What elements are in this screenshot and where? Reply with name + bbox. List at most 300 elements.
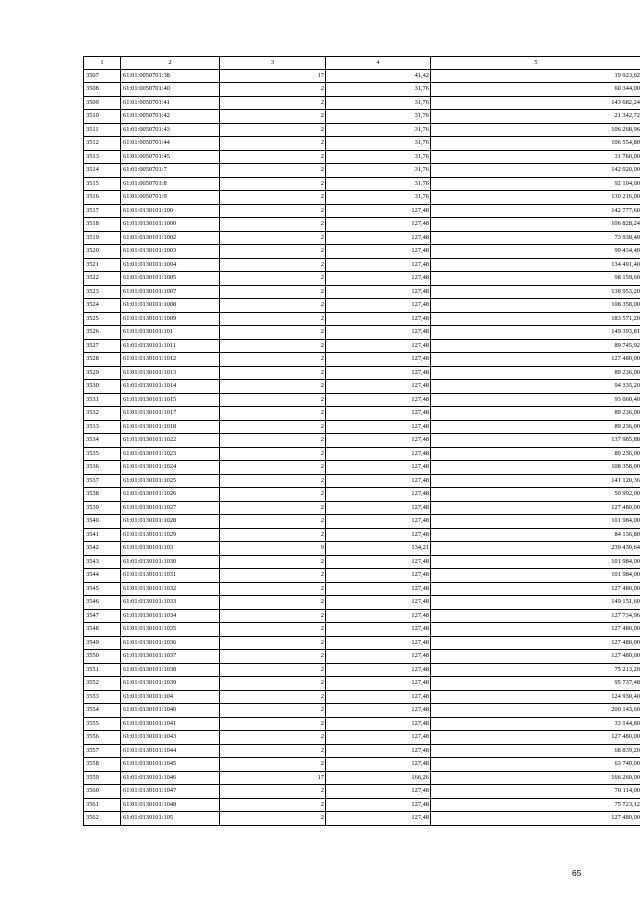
area-cell: 127,48 (326, 339, 431, 353)
row-number-cell: 3555 (84, 717, 121, 731)
row-number-cell: 3532 (84, 407, 121, 421)
cadastral-number-cell: 61:01:0130101:1029 (121, 528, 220, 542)
count-cell: 2 (220, 731, 326, 745)
cadastral-number-cell: 61:01:0130101:1039 (121, 677, 220, 691)
data-table (83, 56, 640, 826)
cadastral-number-cell: 61:01:0050701:43 (121, 123, 220, 137)
row-number-cell: 3542 (84, 542, 121, 556)
row-number-cell: 3526 (84, 326, 121, 340)
table-row (84, 123, 640, 137)
area-cell: 31,76 (326, 137, 431, 151)
value-cell: 200 143,60 (431, 704, 640, 718)
area-cell: 127,48 (326, 380, 431, 394)
cadastral-number-cell: 61:01:0050701:42 (121, 110, 220, 124)
count-cell: 2 (220, 488, 326, 502)
count-cell: 2 (220, 272, 326, 286)
area-cell: 31,76 (326, 191, 431, 205)
cadastral-number-cell: 61:01:0130101:1031 (121, 569, 220, 583)
count-cell: 2 (220, 596, 326, 610)
row-number-cell: 3523 (84, 285, 121, 299)
row-number-cell: 3512 (84, 137, 121, 151)
area-cell: 127,48 (326, 488, 431, 502)
table-row (84, 258, 640, 272)
value-cell: 63 740,00 (431, 758, 640, 772)
value-cell: 127 480,00 (431, 582, 640, 596)
count-cell: 2 (220, 515, 326, 529)
area-cell: 127,48 (326, 204, 431, 218)
value-cell: 127 480,00 (431, 812, 640, 826)
cadastral-number-cell: 61:01:0130101:1015 (121, 393, 220, 407)
row-number-cell: 3518 (84, 218, 121, 232)
area-cell: 127,48 (326, 528, 431, 542)
value-cell: 92 104,00 (431, 177, 640, 191)
cadastral-number-cell: 61:01:0130101:103 (121, 542, 220, 556)
count-cell: 2 (220, 245, 326, 259)
row-number-cell: 3559 (84, 771, 121, 785)
value-cell: 68 839,20 (431, 744, 640, 758)
table-body (84, 69, 640, 825)
cadastral-number-cell: 61:01:0130101:1004 (121, 258, 220, 272)
cadastral-number-cell: 61:01:0130101:1014 (121, 380, 220, 394)
row-number-cell: 3546 (84, 596, 121, 610)
value-cell: 75 723,12 (431, 798, 640, 812)
count-cell: 2 (220, 798, 326, 812)
count-cell: 2 (220, 677, 326, 691)
cadastral-number-cell: 61:01:0130101:1005 (121, 272, 220, 286)
cadastral-number-cell: 61:01:0130101:1022 (121, 434, 220, 448)
value-cell: 89 236,00 (431, 420, 640, 434)
cadastral-number-cell: 61:01:0130101:1045 (121, 758, 220, 772)
table-row (84, 609, 640, 623)
row-number-cell: 3535 (84, 447, 121, 461)
table-row (84, 96, 640, 110)
area-cell: 31,76 (326, 150, 431, 164)
table-row (84, 83, 640, 97)
value-cell: 149 151,60 (431, 596, 640, 610)
area-cell: 127,48 (326, 312, 431, 326)
count-cell: 2 (220, 609, 326, 623)
area-cell: 127,48 (326, 434, 431, 448)
row-number-cell: 3515 (84, 177, 121, 191)
count-cell: 2 (220, 623, 326, 637)
count-cell: 2 (220, 663, 326, 677)
count-cell: 2 (220, 110, 326, 124)
table-row (84, 677, 640, 691)
row-number-cell: 3553 (84, 690, 121, 704)
value-cell: 31 760,00 (431, 150, 640, 164)
row-number-cell: 3509 (84, 96, 121, 110)
cadastral-number-cell: 61:01:0050701:44 (121, 137, 220, 151)
count-cell: 2 (220, 636, 326, 650)
row-number-cell: 3536 (84, 461, 121, 475)
area-cell: 127,48 (326, 650, 431, 664)
area-cell: 31,76 (326, 164, 431, 178)
area-cell: 127,48 (326, 353, 431, 367)
cadastral-number-cell: 61:01:0130101:1024 (121, 461, 220, 475)
cadastral-number-cell: 61:01:0130101:1032 (121, 582, 220, 596)
count-cell: 2 (220, 137, 326, 151)
value-cell: 73 938,40 (431, 231, 640, 245)
row-number-cell: 3550 (84, 650, 121, 664)
table-row (84, 272, 640, 286)
cadastral-number-cell: 61:01:0130101:1043 (121, 731, 220, 745)
count-cell: 2 (220, 83, 326, 97)
value-cell: 143 682,24 (431, 96, 640, 110)
row-number-cell: 3556 (84, 731, 121, 745)
cadastral-number-cell: 61:01:0130101:1037 (121, 650, 220, 664)
row-number-cell: 3548 (84, 623, 121, 637)
area-cell: 127,48 (326, 623, 431, 637)
count-cell: 2 (220, 758, 326, 772)
table-row (84, 366, 640, 380)
cadastral-number-cell: 61:01:0130101:1013 (121, 366, 220, 380)
count-cell: 2 (220, 339, 326, 353)
area-cell: 127,48 (326, 798, 431, 812)
cadastral-number-cell: 61:01:0130101:1003 (121, 245, 220, 259)
row-number-cell: 3562 (84, 812, 121, 826)
area-cell: 127,48 (326, 677, 431, 691)
row-number-cell: 3527 (84, 339, 121, 353)
row-number-cell: 3547 (84, 609, 121, 623)
row-number-cell: 3514 (84, 164, 121, 178)
area-cell: 127,48 (326, 744, 431, 758)
area-cell: 127,48 (326, 420, 431, 434)
area-cell: 127,48 (326, 299, 431, 313)
value-cell: 70 114,00 (431, 785, 640, 799)
count-cell: 2 (220, 407, 326, 421)
count-cell: 9 (220, 542, 326, 556)
cadastral-number-cell: 61:01:0050701:40 (121, 83, 220, 97)
table-row (84, 245, 640, 259)
value-cell: 101 984,00 (431, 555, 640, 569)
value-cell: 60 344,00 (431, 83, 640, 97)
value-cell: 134 491,40 (431, 258, 640, 272)
area-cell: 127,48 (326, 218, 431, 232)
row-number-cell: 3561 (84, 798, 121, 812)
area-cell: 127,48 (326, 663, 431, 677)
count-cell: 2 (220, 461, 326, 475)
value-cell: 94 335,20 (431, 380, 640, 394)
table-row (84, 69, 640, 83)
table-row (84, 717, 640, 731)
value-cell: 127 480,00 (431, 623, 640, 637)
row-number-cell: 3530 (84, 380, 121, 394)
row-number-cell: 3524 (84, 299, 121, 313)
row-number-cell: 3539 (84, 501, 121, 515)
table-row (84, 137, 640, 151)
area-cell: 127,48 (326, 366, 431, 380)
row-number-cell: 3543 (84, 555, 121, 569)
cadastral-number-cell: 61:01:0130101:100 (121, 204, 220, 218)
header-row (84, 57, 640, 70)
value-cell: 149 393,81 (431, 326, 640, 340)
count-cell: 2 (220, 353, 326, 367)
row-number-cell: 3558 (84, 758, 121, 772)
table-row (84, 501, 640, 515)
table-row (84, 690, 640, 704)
row-number-cell: 3552 (84, 677, 121, 691)
row-number-cell: 3519 (84, 231, 121, 245)
value-cell: 89 236,00 (431, 447, 640, 461)
row-number-cell: 3545 (84, 582, 121, 596)
table-row (84, 663, 640, 677)
area-cell: 127,48 (326, 582, 431, 596)
count-cell: 2 (220, 177, 326, 191)
cadastral-number-cell: 61:01:0130101:1034 (121, 609, 220, 623)
table-row (84, 285, 640, 299)
data-table-container (83, 56, 640, 826)
area-cell: 127,48 (326, 515, 431, 529)
count-cell: 17 (220, 771, 326, 785)
cadastral-number-cell: 61:01:0050701:7 (121, 164, 220, 178)
cadastral-number-cell: 61:01:0130101:1033 (121, 596, 220, 610)
cadastral-number-cell: 61:01:0130101:1012 (121, 353, 220, 367)
row-number-cell: 3529 (84, 366, 121, 380)
row-number-cell: 3531 (84, 393, 121, 407)
row-number-cell: 3516 (84, 191, 121, 205)
area-cell: 127,48 (326, 393, 431, 407)
row-number-cell: 3560 (84, 785, 121, 799)
row-number-cell: 3554 (84, 704, 121, 718)
row-number-cell: 3513 (84, 150, 121, 164)
area-cell: 127,48 (326, 326, 431, 340)
cadastral-number-cell: 61:01:0130101:1046 (121, 771, 220, 785)
table-row (84, 312, 640, 326)
table-row (84, 488, 640, 502)
row-number-cell: 3528 (84, 353, 121, 367)
cadastral-number-cell: 61:01:0130101:1028 (121, 515, 220, 529)
count-cell: 2 (220, 704, 326, 718)
table-row (84, 771, 640, 785)
count-cell: 2 (220, 218, 326, 232)
row-number-cell: 3538 (84, 488, 121, 502)
table-row (84, 353, 640, 367)
table-row (84, 393, 640, 407)
row-number-cell: 3525 (84, 312, 121, 326)
area-cell: 127,48 (326, 272, 431, 286)
value-cell: 127 480,00 (431, 501, 640, 515)
value-cell: 33 144,80 (431, 717, 640, 731)
table-row (84, 785, 640, 799)
count-cell: 17 (220, 69, 326, 83)
area-cell: 41,42 (326, 69, 431, 83)
value-cell: 21 342,72 (431, 110, 640, 124)
value-cell: 75 213,20 (431, 663, 640, 677)
row-number-cell: 3544 (84, 569, 121, 583)
table-row (84, 326, 640, 340)
area-cell: 127,48 (326, 704, 431, 718)
table-row (84, 542, 640, 556)
cadastral-number-cell: 61:01:0130101:1025 (121, 474, 220, 488)
cadastral-number-cell: 61:01:0130101:1007 (121, 285, 220, 299)
column-header-2: 2 (121, 57, 220, 70)
count-cell: 2 (220, 150, 326, 164)
area-cell: 127,48 (326, 461, 431, 475)
count-cell: 2 (220, 812, 326, 826)
cadastral-number-cell: 61:01:0130101:105 (121, 812, 220, 826)
column-header-4: 4 (326, 57, 431, 70)
table-row (84, 380, 640, 394)
count-cell: 2 (220, 258, 326, 272)
value-cell: 124 930,40 (431, 690, 640, 704)
value-cell: 127 734,96 (431, 609, 640, 623)
value-cell: 89 236,00 (431, 407, 640, 421)
count-cell: 2 (220, 690, 326, 704)
table-row (84, 164, 640, 178)
table-row (84, 596, 640, 610)
value-cell: 106 268,96 (431, 123, 640, 137)
table-row (84, 515, 640, 529)
count-cell: 2 (220, 717, 326, 731)
cadastral-number-cell: 61:01:0050701:9 (121, 191, 220, 205)
table-row (84, 339, 640, 353)
area-cell: 166,26 (326, 771, 431, 785)
table-row (84, 420, 640, 434)
cadastral-number-cell: 61:01:0130101:1027 (121, 501, 220, 515)
area-cell: 127,48 (326, 785, 431, 799)
table-row (84, 650, 640, 664)
table-row (84, 798, 640, 812)
area-cell: 31,76 (326, 96, 431, 110)
row-number-cell: 3511 (84, 123, 121, 137)
area-cell: 127,48 (326, 596, 431, 610)
area-cell: 127,48 (326, 258, 431, 272)
area-cell: 127,48 (326, 812, 431, 826)
cadastral-number-cell: 61:01:0130101:1035 (121, 623, 220, 637)
table-row (84, 528, 640, 542)
cadastral-number-cell: 61:01:0130101:1048 (121, 798, 220, 812)
area-cell: 31,76 (326, 83, 431, 97)
cadastral-number-cell: 61:01:0130101:1018 (121, 420, 220, 434)
row-number-cell: 3522 (84, 272, 121, 286)
value-cell: 183 571,20 (431, 312, 640, 326)
value-cell: 19 923,02 (431, 69, 640, 83)
area-cell: 127,48 (326, 758, 431, 772)
row-number-cell: 3551 (84, 663, 121, 677)
count-cell: 2 (220, 474, 326, 488)
table-row (84, 731, 640, 745)
count-cell: 2 (220, 744, 326, 758)
row-number-cell: 3508 (84, 83, 121, 97)
value-cell: 84 136,80 (431, 528, 640, 542)
table-row (84, 447, 640, 461)
value-cell: 99 434,40 (431, 245, 640, 259)
count-cell: 2 (220, 285, 326, 299)
area-cell: 127,48 (326, 731, 431, 745)
count-cell: 2 (220, 191, 326, 205)
cadastral-number-cell: 61:01:0130101:1011 (121, 339, 220, 353)
cadastral-number-cell: 61:01:0130101:1026 (121, 488, 220, 502)
table-row (84, 231, 640, 245)
value-cell: 130 216,00 (431, 191, 640, 205)
count-cell: 2 (220, 231, 326, 245)
table-row (84, 407, 640, 421)
cadastral-number-cell: 61:01:0130101:1041 (121, 717, 220, 731)
table-row (84, 812, 640, 826)
row-number-cell: 3541 (84, 528, 121, 542)
table-row (84, 474, 640, 488)
column-header-5: 5 (431, 57, 640, 70)
table-row (84, 204, 640, 218)
row-number-cell: 3534 (84, 434, 121, 448)
cadastral-number-cell: 61:01:0130101:1044 (121, 744, 220, 758)
count-cell: 2 (220, 123, 326, 137)
area-cell: 127,48 (326, 407, 431, 421)
table-row (84, 150, 640, 164)
row-number-cell: 3537 (84, 474, 121, 488)
count-cell: 2 (220, 434, 326, 448)
table-row (84, 434, 640, 448)
area-cell: 127,48 (326, 690, 431, 704)
cadastral-number-cell: 61:01:0130101:1023 (121, 447, 220, 461)
value-cell: 142 920,00 (431, 164, 640, 178)
count-cell: 2 (220, 555, 326, 569)
table-row (84, 191, 640, 205)
value-cell: 89 745,92 (431, 339, 640, 353)
table-row (84, 582, 640, 596)
cadastral-number-cell: 61:01:0050701:8 (121, 177, 220, 191)
area-cell: 127,48 (326, 474, 431, 488)
count-cell: 2 (220, 582, 326, 596)
cadastral-number-cell: 61:01:0130101:104 (121, 690, 220, 704)
count-cell: 2 (220, 420, 326, 434)
value-cell: 106 554,80 (431, 137, 640, 151)
value-cell: 166 260,00 (431, 771, 640, 785)
count-cell: 2 (220, 393, 326, 407)
count-cell: 2 (220, 447, 326, 461)
row-number-cell: 3517 (84, 204, 121, 218)
table-row (84, 636, 640, 650)
cadastral-number-cell: 61:01:0130101:1047 (121, 785, 220, 799)
value-cell: 93 060,40 (431, 393, 640, 407)
cadastral-number-cell: 61:01:0130101:1038 (121, 663, 220, 677)
count-cell: 2 (220, 312, 326, 326)
area-cell: 127,48 (326, 245, 431, 259)
area-cell: 127,48 (326, 636, 431, 650)
row-number-cell: 3533 (84, 420, 121, 434)
row-number-cell: 3507 (84, 69, 121, 83)
count-cell: 2 (220, 326, 326, 340)
value-cell: 106 828,24 (431, 218, 640, 232)
value-cell: 138 953,20 (431, 285, 640, 299)
count-cell: 2 (220, 785, 326, 799)
value-cell: 137 985,88 (431, 434, 640, 448)
count-cell: 2 (220, 299, 326, 313)
table-row (84, 110, 640, 124)
cadastral-number-cell: 61:01:0130101:1000 (121, 218, 220, 232)
count-cell: 2 (220, 204, 326, 218)
row-number-cell: 3549 (84, 636, 121, 650)
cadastral-number-cell: 61:01:0130101:101 (121, 326, 220, 340)
table-header (84, 57, 640, 70)
count-cell: 2 (220, 164, 326, 178)
count-cell: 2 (220, 366, 326, 380)
area-cell: 127,48 (326, 231, 431, 245)
count-cell: 2 (220, 501, 326, 515)
table-row (84, 218, 640, 232)
value-cell: 127 480,00 (431, 353, 640, 367)
cadastral-number-cell: 61:01:0130101:1017 (121, 407, 220, 421)
table-row (84, 461, 640, 475)
area-cell: 127,48 (326, 717, 431, 731)
value-cell: 239 430,64 (431, 542, 640, 556)
cadastral-number-cell: 61:01:0130101:1030 (121, 555, 220, 569)
table-row (84, 555, 640, 569)
page-number: 65 (572, 868, 582, 878)
row-number-cell: 3520 (84, 245, 121, 259)
cadastral-number-cell: 61:01:0050701:41 (121, 96, 220, 110)
area-cell: 127,48 (326, 285, 431, 299)
